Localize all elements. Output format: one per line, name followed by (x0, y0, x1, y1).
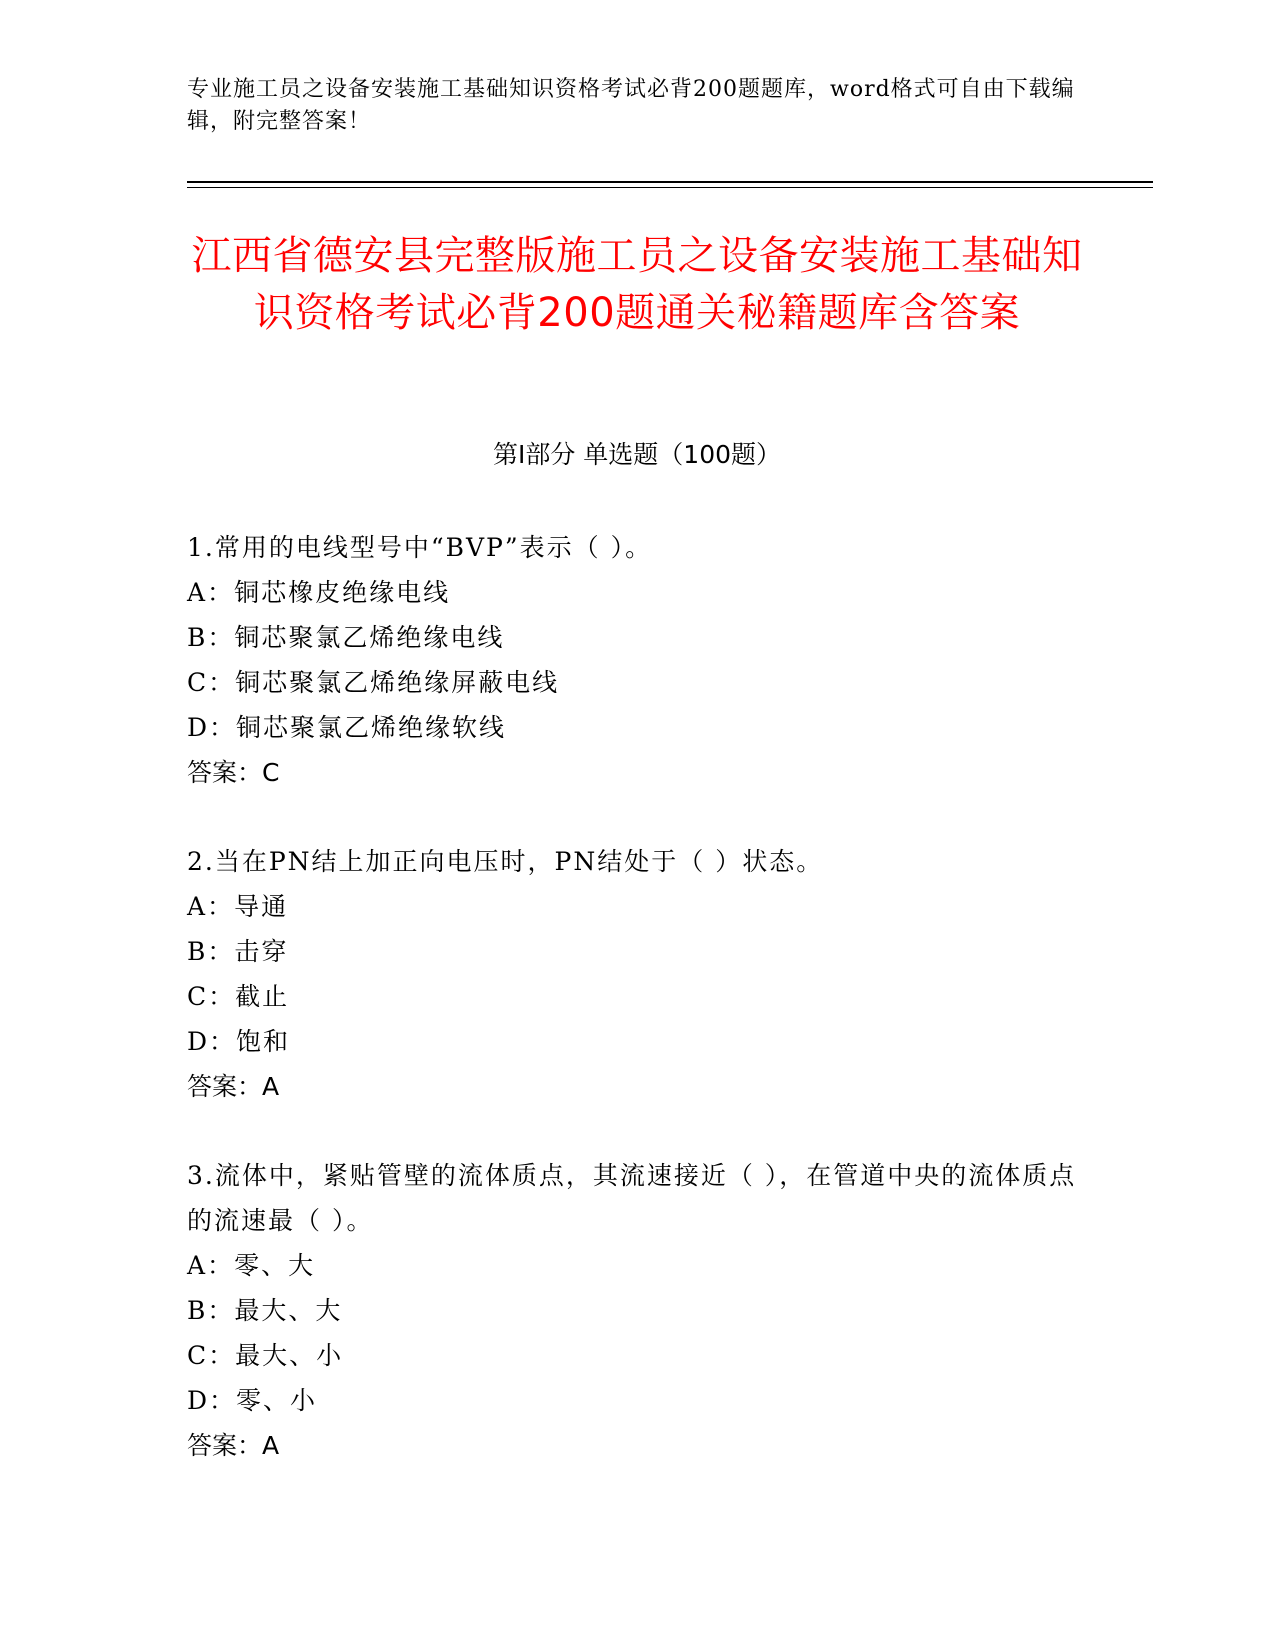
question-stem: 3.流体中，紧贴管壁的流体质点，其流速接近（ ），在管道中央的流体质点的流速最（ ）。 (187, 1161, 1077, 1235)
option-text: 导通 (234, 892, 289, 921)
option-text: 铜芯聚氯乙烯绝缘电线 (234, 623, 505, 652)
option-b (187, 615, 1087, 660)
option-text: 截止 (235, 982, 290, 1011)
option-d (187, 1019, 1087, 1064)
option-d (187, 705, 1087, 750)
option-label: A： (187, 892, 235, 921)
option-text: 铜芯聚氯乙烯绝缘软线 (236, 713, 507, 742)
option-c (187, 974, 1087, 1019)
option-text: 零、小 (236, 1386, 318, 1415)
option-text: 击穿 (234, 937, 289, 966)
option-a (187, 570, 1087, 615)
header-rule-thick (187, 181, 1153, 183)
option-text: 铜芯橡皮绝缘电线 (234, 578, 451, 607)
option-c (187, 1333, 1087, 1378)
option-label: D： (187, 1386, 237, 1415)
answer: 答案：A (187, 1431, 280, 1460)
question-stem: 1.常用的电线型号中“BVP”表示（ ）。 (187, 533, 653, 562)
option-text: 铜芯聚氯乙烯绝缘屏蔽电线 (235, 668, 560, 697)
question-1 (187, 525, 1087, 795)
option-label: B： (187, 623, 235, 652)
section-title: 第Ⅰ部分 单选题（100题） (492, 440, 782, 469)
option-label: D： (187, 1027, 237, 1056)
option-label: C： (187, 1341, 236, 1370)
option-label: C： (187, 668, 236, 697)
header-rule-thin (187, 187, 1153, 188)
question-stem: 2.当在PN结上加正向电压时，PN结处于（ ）状态。 (187, 847, 824, 876)
question-list (187, 525, 1087, 1512)
question-2 (187, 839, 1087, 1109)
option-label: A： (187, 578, 235, 607)
answer: 答案：A (187, 1072, 280, 1101)
option-label: B： (187, 1296, 235, 1325)
option-a (187, 884, 1087, 929)
option-b (187, 929, 1087, 974)
option-c (187, 660, 1087, 705)
option-label: D： (187, 713, 237, 742)
option-label: C： (187, 982, 236, 1011)
option-text: 零、大 (234, 1251, 316, 1280)
option-d (187, 1378, 1087, 1423)
option-label: B： (187, 937, 235, 966)
intro-text: 专业施工员之设备安装施工基础知识资格考试必背200题题库，word格式可自由下载编辑，附完整答案！ (187, 77, 1075, 134)
option-text: 最大、小 (235, 1341, 344, 1370)
question-3 (187, 1153, 1087, 1468)
answer: 答案：C (187, 758, 280, 787)
option-text: 饱和 (236, 1027, 291, 1056)
option-label: A： (187, 1251, 235, 1280)
option-text: 最大、大 (234, 1296, 343, 1325)
option-b (187, 1288, 1087, 1333)
option-a (187, 1243, 1087, 1288)
document-title: 江西省德安县完整版施工员之设备安装施工基础知识资格考试必背200题通关秘籍题库含答案 (191, 233, 1083, 336)
